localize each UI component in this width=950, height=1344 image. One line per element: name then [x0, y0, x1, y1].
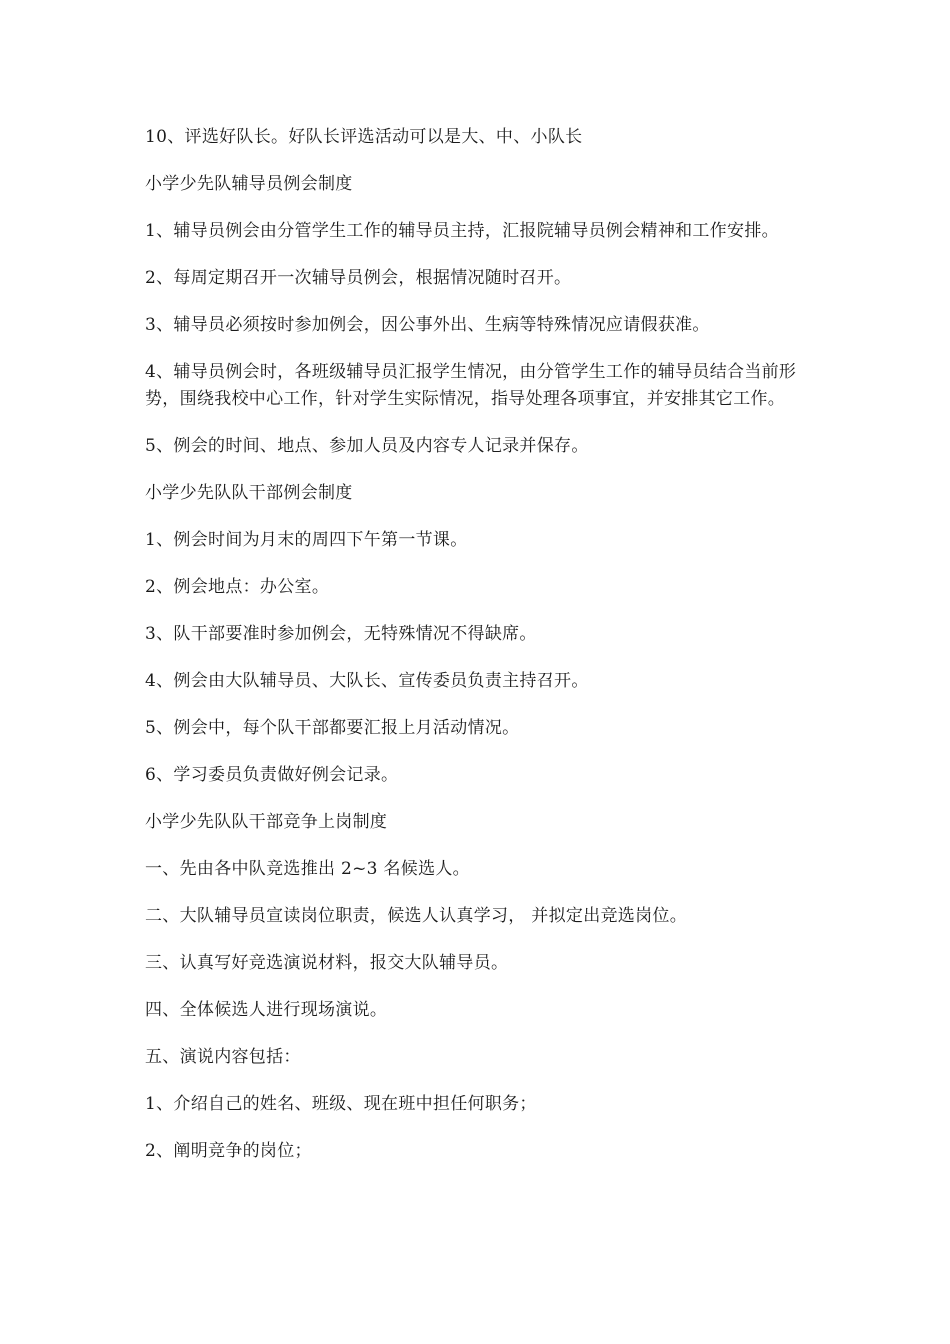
paragraph-counselor-4: 4、辅导员例会时，各班级辅导员汇报学生情况，由分管学生工作的辅导员结合当前形势，围绕我校中心工作，针对学生实际情况，指导处理各项事宜，并安排其它工作。: [145, 362, 797, 409]
document-body: [145, 124, 810, 1185]
paragraph-counselor-1: 1、辅导员例会由分管学生工作的辅导员主持，汇报院辅导员例会精神和工作安排。: [145, 221, 779, 241]
paragraph-speech-2: 2、阐明竞争的岗位；: [145, 1141, 312, 1161]
paragraph-cadre-4: 4、例会由大队辅导员、大队长、宣传委员负责主持召开。: [145, 671, 589, 691]
paragraph-best-captain: 10、评选好队长。好队长评选活动可以是大、中、小队长: [145, 127, 583, 147]
paragraph-cadre-1: 1、例会时间为月末的周四下午第一节课。: [145, 530, 468, 550]
paragraph-competition-2: 二、大队辅导员宣读岗位职责，候选人认真学习， 并拟定出竞选岗位。: [145, 906, 688, 926]
paragraph-counselor-3: 3、辅导员必须按时参加例会，因公事外出、生病等特殊情况应请假获准。: [145, 315, 710, 335]
heading-cadre-competition: 小学少先队队干部竞争上岗制度: [145, 812, 388, 832]
paragraph-competition-1: 一、先由各中队竞选推出 2~3 名候选人。: [145, 859, 470, 879]
paragraph-counselor-5: 5、例会的时间、地点、参加人员及内容专人记录并保存。: [145, 436, 589, 456]
paragraph-speech-1: 1、介绍自己的姓名、班级、现在班中担任何职务；: [145, 1094, 537, 1114]
paragraph-competition-4: 四、全体候选人进行现场演说。: [145, 1000, 388, 1020]
heading-cadre-meeting: 小学少先队队干部例会制度: [145, 483, 353, 503]
paragraph-competition-3: 三、认真写好竞选演说材料，报交大队辅导员。: [145, 953, 509, 973]
heading-counselor-meeting: 小学少先队辅导员例会制度: [145, 174, 353, 194]
paragraph-cadre-5: 5、例会中，每个队干部都要汇报上月活动情况。: [145, 718, 520, 738]
paragraph-cadre-3: 3、队干部要准时参加例会，无特殊情况不得缺席。: [145, 624, 537, 644]
paragraph-competition-5: 五、演说内容包括：: [145, 1047, 301, 1067]
paragraph-cadre-2: 2、例会地点：办公室。: [145, 577, 330, 597]
paragraph-cadre-6: 6、学习委员负责做好例会记录。: [145, 765, 399, 785]
paragraph-counselor-2: 2、每周定期召开一次辅导员例会，根据情况随时召开。: [145, 268, 572, 288]
